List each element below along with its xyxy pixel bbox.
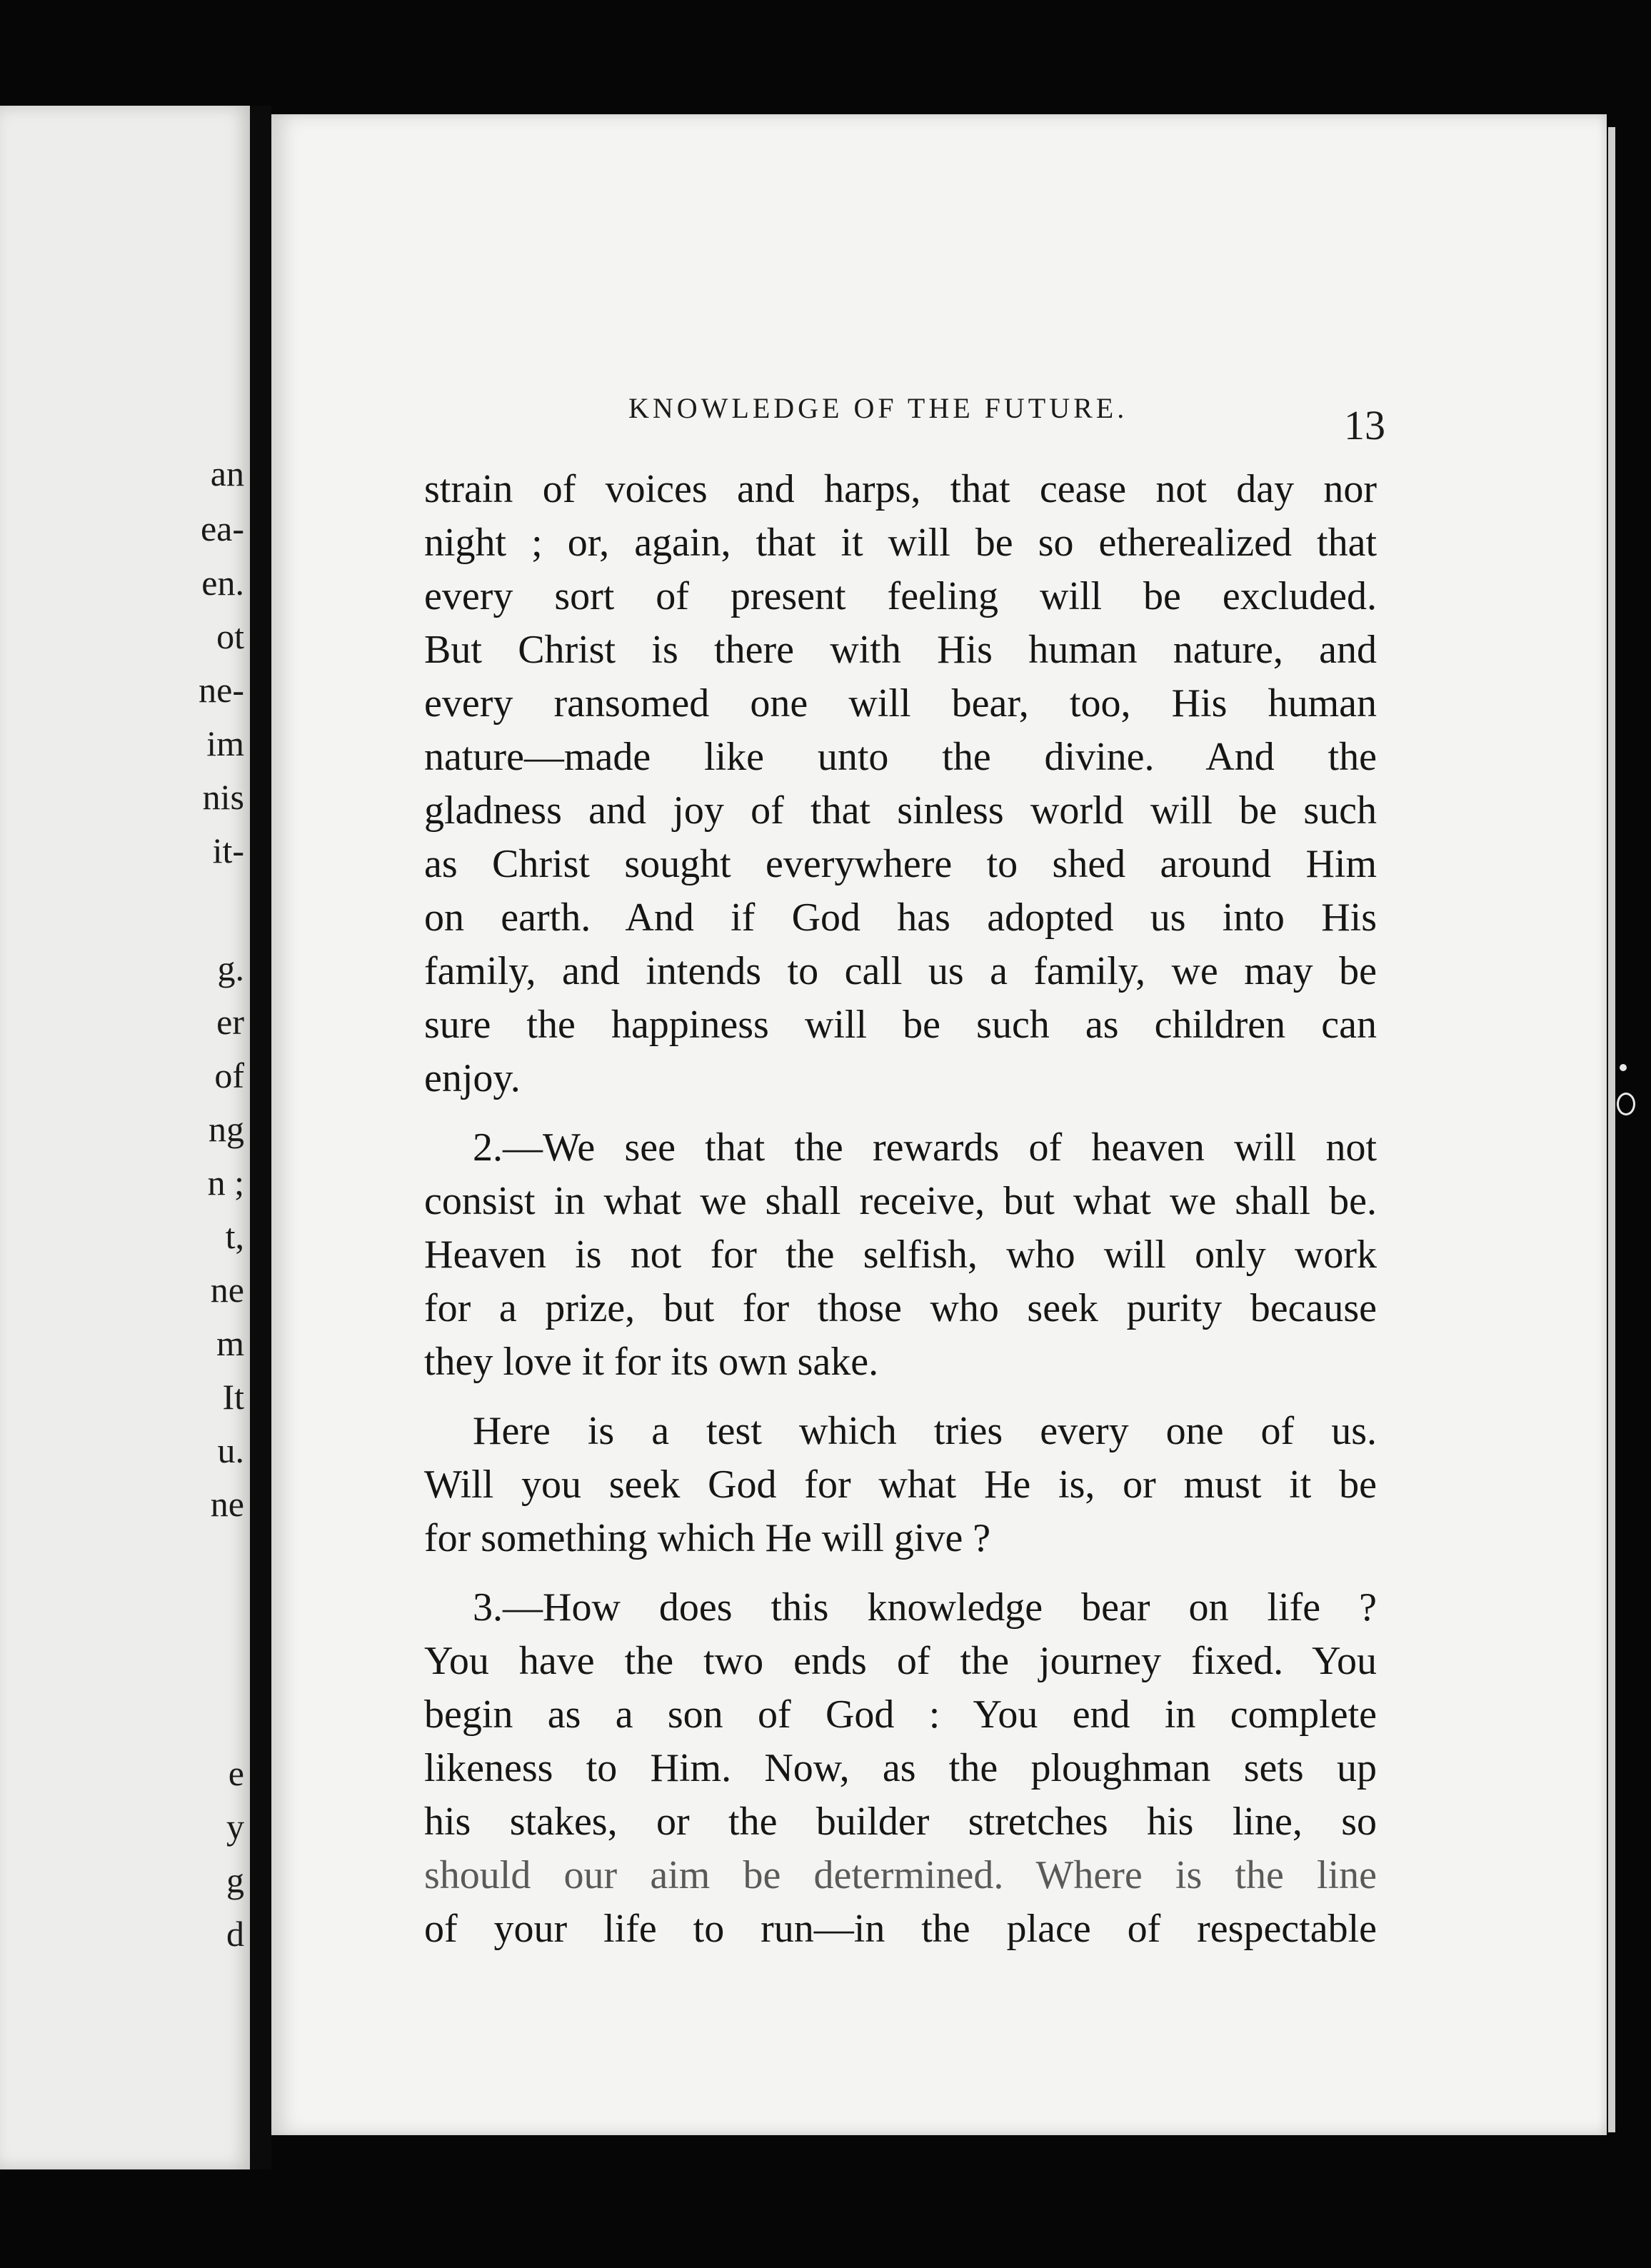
text-line: enjoy. bbox=[424, 1056, 521, 1100]
left-page-fragment: of bbox=[214, 1055, 244, 1095]
text-line: likeness to Him. Now, as the ploughman sets up bbox=[424, 1746, 1377, 1790]
edge-ring-mark bbox=[1617, 1093, 1635, 1115]
left-page-fragment: It bbox=[222, 1377, 244, 1417]
left-page-fragment: an bbox=[210, 453, 244, 493]
left-page-fragment: ne bbox=[210, 1484, 244, 1524]
text-line: on earth. And if God has adopted us into His bbox=[424, 895, 1377, 940]
text-line: family, and intends to call us a family, we may be bbox=[424, 949, 1377, 993]
page-edge bbox=[1608, 127, 1615, 2132]
text-line: Heaven is not for the selfish, who will only work bbox=[424, 1233, 1377, 1277]
paragraph bbox=[424, 463, 1377, 1105]
text-line: gladness and joy of that sinless world will be such bbox=[424, 788, 1377, 833]
text-line: consist in what we shall receive, but what we shall be. bbox=[424, 1179, 1377, 1223]
left-page-fragment: ng bbox=[209, 1109, 244, 1149]
text-line: strain of voices and harps, that cease not day nor bbox=[424, 467, 1377, 511]
left-page-fragment: d bbox=[226, 1914, 244, 1954]
text-line: his stakes, or the builder stretches his line, so bbox=[424, 1800, 1377, 1844]
left-page-fragment: ne- bbox=[199, 670, 244, 710]
page-number: 13 bbox=[1344, 402, 1385, 448]
text-line: nature—made like unto the divine. And the bbox=[424, 735, 1377, 779]
left-page bbox=[0, 106, 250, 2169]
edge-dot-mark bbox=[1620, 1064, 1627, 1071]
text-line: Here is a test which tries every one of us. bbox=[473, 1409, 1377, 1453]
left-page-fragment: ot bbox=[216, 616, 244, 656]
left-page-fragment: t, bbox=[225, 1216, 244, 1256]
left-page-fragment: e bbox=[228, 1753, 244, 1793]
text-line: begin as a son of God : You end in complete bbox=[424, 1692, 1377, 1737]
text-line: But Christ is there with His human nature, and bbox=[424, 628, 1377, 672]
left-page-fragment: m bbox=[216, 1323, 244, 1363]
left-page-fragment: er bbox=[216, 1002, 244, 1042]
body-text bbox=[424, 463, 1377, 1972]
left-page-fragment: n ; bbox=[207, 1163, 244, 1203]
book-gutter bbox=[250, 106, 271, 2169]
text-line: 3.—How does this knowledge bear on life ? bbox=[473, 1585, 1377, 1630]
text-line: Will you seek God for what He is, or must it be bbox=[424, 1462, 1377, 1507]
text-line: for a prize, but for those who seek purity because bbox=[424, 1286, 1377, 1330]
left-page-fragment: u. bbox=[217, 1430, 244, 1470]
left-page-fragment: g. bbox=[217, 948, 244, 988]
text-line: they love it for its own sake. bbox=[424, 1340, 879, 1384]
paragraph bbox=[424, 1581, 1377, 1956]
text-line: sure the happiness will be such as children can bbox=[424, 1003, 1377, 1047]
paragraph bbox=[424, 1405, 1377, 1565]
text-line: as Christ sought everywhere to shed around Him bbox=[424, 842, 1377, 886]
left-page-fragment: im bbox=[206, 723, 244, 763]
text-line: every ransomed one will bear, too, His human bbox=[424, 681, 1377, 726]
left-page-fragment: ea- bbox=[200, 508, 244, 548]
text-line: You have the two ends of the journey fixed. You bbox=[424, 1639, 1377, 1683]
left-page-fragment: nis bbox=[202, 777, 244, 817]
running-head: KNOWLEDGE OF THE FUTURE. bbox=[628, 392, 1128, 424]
text-line: should our aim be determined. Where is the line bbox=[424, 1853, 1377, 1897]
paragraph bbox=[424, 1121, 1377, 1389]
left-page-fragment: y bbox=[226, 1807, 244, 1847]
text-line: of your life to run—in the place of respectable bbox=[424, 1907, 1377, 1951]
text-line: every sort of present feeling will be excluded. bbox=[424, 574, 1377, 618]
left-page-fragment: it- bbox=[212, 831, 244, 870]
text-line: for something which He will give ? bbox=[424, 1516, 991, 1560]
left-page-fragment: ne bbox=[210, 1270, 244, 1310]
edge-marks bbox=[1615, 1064, 1651, 1150]
left-page-fragment: g bbox=[226, 1860, 244, 1900]
left-page-fragment: en. bbox=[201, 563, 244, 603]
text-line: night ; or, again, that it will be so etherealized that bbox=[424, 521, 1377, 565]
text-line: 2.—We see that the rewards of heaven will not bbox=[473, 1125, 1377, 1170]
